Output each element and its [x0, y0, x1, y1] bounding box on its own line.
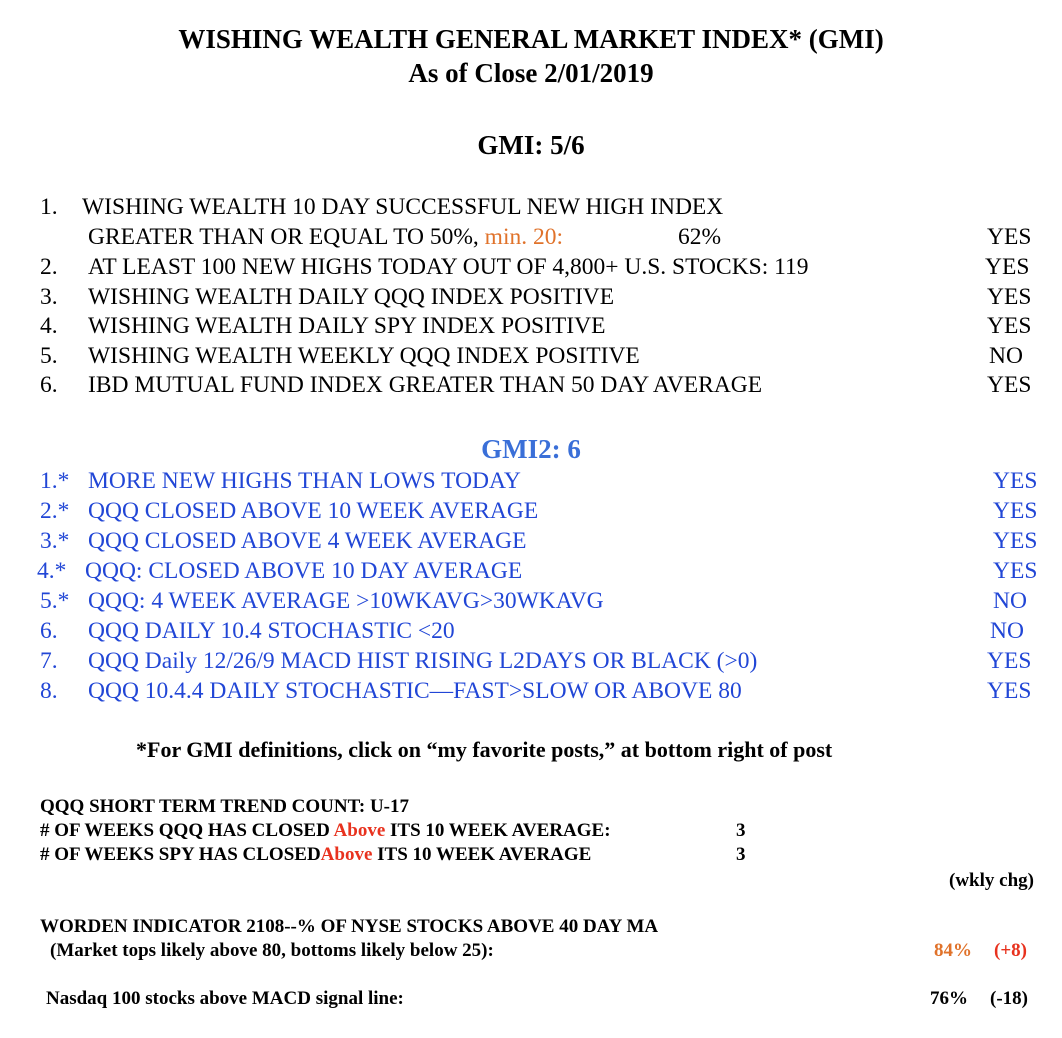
- nasdaq-macd-change: (-18): [990, 988, 1028, 1009]
- gmi-item-1-line2-text: GREATER THAN OR EQUAL TO 50%,: [88, 224, 479, 250]
- qqq-weeks-above-line: [40, 820, 611, 842]
- gmi-item-6-answer: YES: [987, 372, 1032, 398]
- gmi2-item-7-number: 7.: [40, 648, 58, 674]
- gmi-score: GMI: 5/6: [477, 130, 585, 160]
- gmi2-item-4-answer: YES: [993, 558, 1038, 584]
- gmi-item-5-answer: NO: [989, 343, 1023, 369]
- gmi2-item-1-number: 1.*: [40, 468, 70, 494]
- gmi2-item-5-answer: NO: [993, 588, 1027, 614]
- gmi-item-3-text: WISHING WEALTH DAILY QQQ INDEX POSITIVE: [88, 284, 615, 310]
- gmi-item-5-number: 5.: [40, 343, 58, 369]
- gmi-item-1-text: WISHING WEALTH 10 DAY SUCCESSFUL NEW HIGH INDEX: [82, 194, 724, 220]
- gmi-item-6-number: 6.: [40, 372, 58, 398]
- gmi2-score: GMI2: 6: [481, 434, 581, 464]
- gmi2-item-2-number: 2.*: [40, 498, 70, 524]
- gmi2-item-2-answer: YES: [993, 498, 1038, 524]
- gmi2-item-8-number: 8.: [40, 678, 58, 704]
- gmi-item-4-number: 4.: [40, 313, 58, 339]
- gmi2-item-6-number: 6.: [40, 618, 58, 644]
- definitions-note: *For GMI definitions, click on “my favorite posts,” at bottom right of post: [136, 737, 833, 762]
- qqq-weeks-label: # OF WEEKS QQQ HAS CLOSED: [40, 820, 330, 841]
- qqq-weeks-label-end: ITS 10 WEEK AVERAGE:: [390, 820, 611, 841]
- gmi2-item-5-text: QQQ: 4 WEEK AVERAGE >10WKAVG>30WKAVG: [88, 588, 604, 614]
- page-subtitle: As of Close 2/01/2019: [408, 58, 654, 88]
- spy-weeks-label: # OF WEEKS SPY HAS CLOSED: [40, 844, 321, 865]
- qqq-weeks-value: 3: [736, 820, 746, 841]
- gmi2-item-4-number: 4.*: [37, 558, 67, 584]
- gmi-item-1-answer: YES: [987, 224, 1032, 250]
- gmi-item-4-answer: YES: [987, 313, 1032, 339]
- gmi2-item-8-answer: YES: [987, 678, 1032, 704]
- gmi-item-3-answer: YES: [987, 284, 1032, 310]
- gmi2-item-1-answer: YES: [993, 468, 1038, 494]
- gmi-item-1-value: 62%: [678, 224, 722, 250]
- worden-indicator-title: WORDEN INDICATOR 2108--% OF NYSE STOCKS ABOVE 40 DAY MA: [40, 916, 659, 937]
- nasdaq-macd-label: Nasdaq 100 stocks above MACD signal line:: [46, 988, 404, 1009]
- gmi-item-4-text: WISHING WEALTH DAILY SPY INDEX POSITIVE: [88, 313, 606, 339]
- gmi-item-5-text: WISHING WEALTH WEEKLY QQQ INDEX POSITIVE: [88, 343, 640, 369]
- spy-weeks-above-word: Above: [320, 844, 373, 865]
- qqq-weeks-above-word: Above: [333, 820, 386, 841]
- gmi2-item-7-text: QQQ Daily 12/26/9 MACD HIST RISING L2DAYS OR BLACK (>0): [88, 648, 758, 674]
- nasdaq-macd-value: 76%: [930, 988, 968, 1009]
- gmi-item-2-number: 2.: [40, 254, 58, 280]
- gmi2-item-6-answer: NO: [990, 618, 1024, 644]
- gmi2-item-5-number: 5.*: [40, 588, 70, 614]
- spy-weeks-value: 3: [736, 844, 746, 865]
- gmi2-item-2-text: QQQ CLOSED ABOVE 10 WEEK AVERAGE: [88, 498, 539, 524]
- worden-indicator-note: (Market tops likely above 80, bottoms likely below 25):: [50, 940, 494, 961]
- gmi-item-2-text: AT LEAST 100 NEW HIGHS TODAY OUT OF 4,800+ U.S. STOCKS: 119: [88, 254, 809, 280]
- gmi-item-2-answer: YES: [985, 254, 1030, 280]
- page-title: WISHING WEALTH GENERAL MARKET INDEX* (GMI): [178, 24, 884, 54]
- weekly-change-label: (wkly chg): [949, 870, 1034, 891]
- gmi-item-3-number: 3.: [40, 284, 58, 310]
- gmi-item-6-text: IBD MUTUAL FUND INDEX GREATER THAN 50 DAY AVERAGE: [88, 372, 763, 398]
- gmi2-item-3-answer: YES: [993, 528, 1038, 554]
- spy-weeks-label-end: ITS 10 WEEK AVERAGE: [377, 844, 592, 865]
- qqq-trend-count: QQQ SHORT TERM TREND COUNT: U-17: [40, 796, 409, 817]
- gmi-item-1-number: 1.: [40, 194, 58, 220]
- gmi2-item-8-text: QQQ 10.4.4 DAILY STOCHASTIC—FAST>SLOW OR ABOVE 80: [88, 678, 742, 704]
- gmi2-item-6-text: QQQ DAILY 10.4 STOCHASTIC <20: [88, 618, 455, 644]
- spy-weeks-above-line: [40, 844, 591, 866]
- worden-indicator-value: 84%: [934, 940, 972, 961]
- worden-indicator-change: (+8): [994, 940, 1027, 961]
- gmi2-item-3-number: 3.*: [40, 528, 70, 554]
- gmi2-item-1-text: MORE NEW HIGHS THAN LOWS TODAY: [88, 468, 521, 494]
- gmi-item-1-line2: [88, 224, 563, 251]
- gmi2-item-3-text: QQQ CLOSED ABOVE 4 WEEK AVERAGE: [88, 528, 527, 554]
- gmi2-item-4-text: QQQ: CLOSED ABOVE 10 DAY AVERAGE: [85, 558, 523, 584]
- gmi-item-1-min-highlight: min. 20:: [484, 224, 564, 250]
- gmi2-item-7-answer: YES: [987, 648, 1032, 674]
